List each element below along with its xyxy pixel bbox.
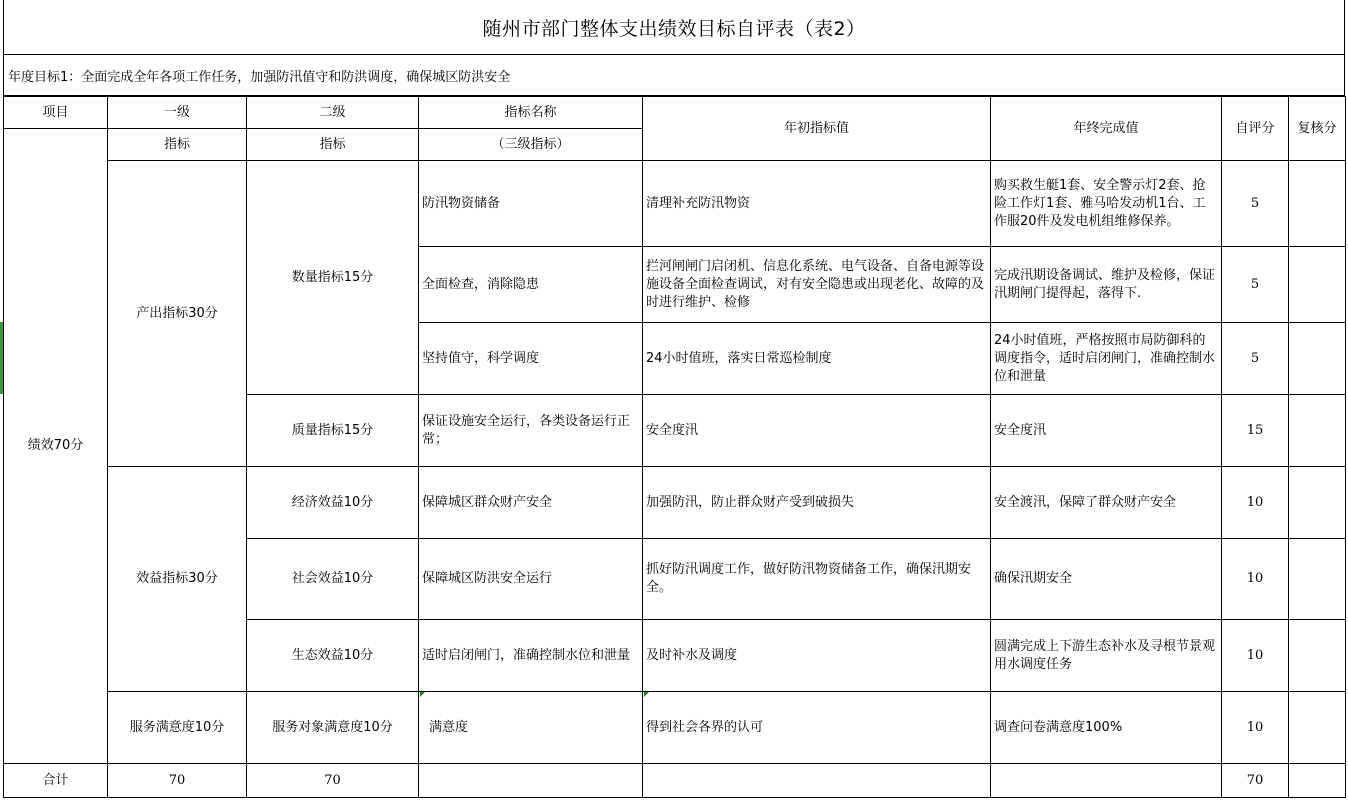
level2-social: 社会效益10分 xyxy=(247,539,419,620)
group-output: 产出指标30分 xyxy=(108,161,247,467)
page-title: 随州市部门整体支出绩效目标自评表（表2） xyxy=(3,0,1345,54)
header-level1-sub: 指标 xyxy=(108,129,247,161)
total-initial xyxy=(643,764,991,798)
total-row xyxy=(4,764,1346,798)
project-cell: 绩效70分 xyxy=(4,129,108,764)
level2-ecological: 生态效益10分 xyxy=(247,620,419,692)
header-indicator: 指标名称 xyxy=(419,97,643,129)
indicator-name: 防汛物资储备 xyxy=(419,161,643,247)
header-final: 年终完成值 xyxy=(991,97,1222,161)
final-value: 调查问卷满意度100% xyxy=(991,692,1222,764)
header-initial: 年初指标值 xyxy=(643,97,991,161)
self-score: 5 xyxy=(1222,247,1289,323)
header-level1: 一级 xyxy=(108,97,247,129)
final-value: 圆满完成上下游生态补水及寻根节景观用水调度任务 xyxy=(991,620,1222,692)
self-score: 10 xyxy=(1222,620,1289,692)
initial-value: 得到社会各界的认可 xyxy=(643,692,991,764)
final-value: 安全度汛 xyxy=(991,395,1222,467)
review-score xyxy=(1289,539,1346,620)
initial-value: 安全度汛 xyxy=(643,395,991,467)
total-review-score xyxy=(1289,764,1346,798)
table-row xyxy=(4,161,1346,247)
self-score: 10 xyxy=(1222,539,1289,620)
review-score xyxy=(1289,161,1346,247)
initial-value: 清理补充防汛物资 xyxy=(643,161,991,247)
review-score xyxy=(1289,395,1346,467)
indicator-name: 全面检查，消除隐患 xyxy=(419,247,643,323)
initial-value: 24小时值班，落实日常巡检制度 xyxy=(643,323,991,395)
final-value: 24小时值班，严格按照市局防御科的调度指令，适时启闭闸门，准确控制水位和泄量 xyxy=(991,323,1222,395)
level2-quality: 质量指标15分 xyxy=(247,395,419,467)
table-row xyxy=(4,467,1346,539)
final-value: 安全渡汛，保障了群众财产安全 xyxy=(991,467,1222,539)
total-label: 合计 xyxy=(4,764,108,798)
header-self-score: 自评分 xyxy=(1222,97,1289,161)
indicator-name: 满意度 xyxy=(419,692,643,764)
review-score xyxy=(1289,247,1346,323)
header-level2: 二级 xyxy=(247,97,419,129)
review-score xyxy=(1289,467,1346,539)
initial-value: 及时补水及调度 xyxy=(643,620,991,692)
level2-service: 服务对象满意度10分 xyxy=(247,692,419,764)
group-satisfaction: 服务满意度10分 xyxy=(108,692,247,764)
self-score: 15 xyxy=(1222,395,1289,467)
review-score xyxy=(1289,692,1346,764)
total-self-score: 70 xyxy=(1222,764,1289,798)
final-value: 购买救生艇1套、安全警示灯2套、抢险工作灯1套、雅马哈发动机1台、工作服20件及发电机组维修保养。 xyxy=(991,161,1222,247)
self-score: 5 xyxy=(1222,161,1289,247)
total-final xyxy=(991,764,1222,798)
cell-comment-marker-icon xyxy=(420,692,425,697)
header-level2-sub: 指标 xyxy=(247,129,419,161)
total-level2: 70 xyxy=(247,764,419,798)
header-item: 项目 xyxy=(4,97,108,129)
group-benefit: 效益指标30分 xyxy=(108,467,247,692)
evaluation-table xyxy=(3,96,1346,798)
total-level1: 70 xyxy=(108,764,247,798)
final-value: 确保汛期安全 xyxy=(991,539,1222,620)
indicator-name: 坚持值守，科学调度 xyxy=(419,323,643,395)
self-score: 10 xyxy=(1222,692,1289,764)
review-score xyxy=(1289,620,1346,692)
indicator-name: 保障城区群众财产安全 xyxy=(419,467,643,539)
level2-economic: 经济效益10分 xyxy=(247,467,419,539)
table-row xyxy=(4,692,1346,764)
cell-comment-marker-icon xyxy=(644,692,649,697)
initial-value: 拦河闸闸门启闭机、信息化系统、电气设备、自备电源等设施设备全面检查调试，对有安全隐患或出现老化、故障的及时进行维护、检修 xyxy=(643,247,991,323)
review-score xyxy=(1289,323,1346,395)
header-row xyxy=(4,97,1346,129)
final-value: 完成汛期设备调试、维护及检修，保证汛期闸门提得起，落得下. xyxy=(991,247,1222,323)
level2-quantity: 数量指标15分 xyxy=(247,161,419,395)
header-review-score: 复核分 xyxy=(1289,97,1346,161)
self-score: 10 xyxy=(1222,467,1289,539)
header-indicator-sub: （三级指标） xyxy=(419,129,643,161)
indicator-name: 保障城区防洪安全运行 xyxy=(419,539,643,620)
annual-goal: 年度目标1：全面完成全年各项工作任务，加强防汛值守和防洪调度，确保城区防洪安全 xyxy=(3,54,1345,96)
indicator-name: 适时启闭闸门，准确控制水位和泄量 xyxy=(419,620,643,692)
total-indicator xyxy=(419,764,643,798)
self-score: 5 xyxy=(1222,323,1289,395)
indicator-name: 保证设施安全运行，各类设备运行正常； xyxy=(419,395,643,467)
initial-value: 抓好防汛调度工作，做好防汛物资储备工作，确保汛期安全。 xyxy=(643,539,991,620)
initial-value: 加强防汛，防止群众财产受到破损失 xyxy=(643,467,991,539)
